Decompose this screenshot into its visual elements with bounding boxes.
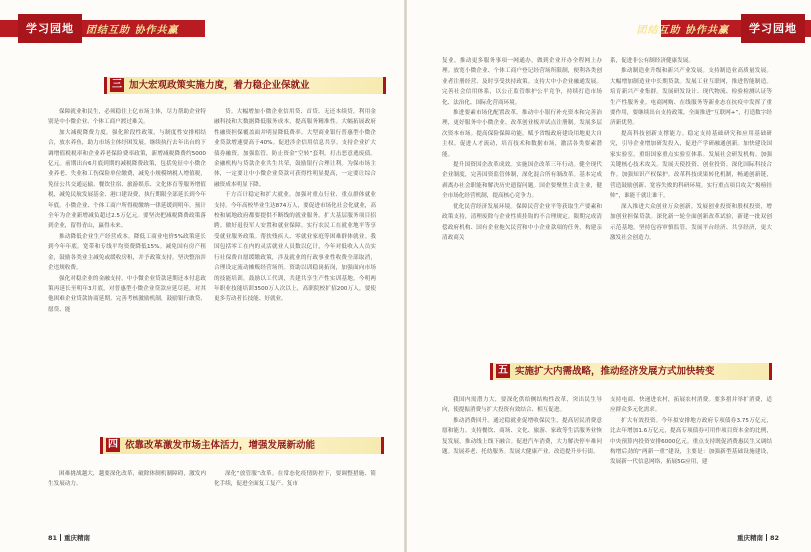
paragraph: 贷。大幅增加小微企业信用贷、首贷、无还本续贷，利用金融科技和大数据降低服务成本，提高服务精准性。大幅拓展政府性融资担保覆盖面并明显降低费率。大型商业银行普惠型小微企业贷款增速要高于40%。促进涉企信用信息共享。支持企业扩大债券融资。加强监管，防止资金“空转”套利。打击恶意逃废债。金融机构与贷款企业共生共荣，鼓励银行合理让利。为保市场主体，一定要让中小微企业贷款可获得性明显提高，一定要让综合融资成本明显下降。 bbox=[214, 109, 376, 188]
paragraph: 复业。推动更多服务事项一网通办，做到企业开办全程网上办理。放宽小微企业、个体工商户登记经营场所限制，便利各类创业者注册经营、及时享受扶持政策。支持大中小企业融通发展。完善社会信用体系，以公正监管维护公平竞争，持续打造市场化、法治化、国际化营商环境。 bbox=[442, 58, 602, 106]
paragraph: 深化“放管服”改革。在常态化疫情防控下，要调整措施、简化手续，促进全面复工复产、复市 bbox=[214, 471, 376, 488]
page-number: 81 bbox=[48, 534, 58, 542]
right-page bbox=[406, 0, 811, 552]
publication-name: 重庆精南 bbox=[64, 534, 91, 542]
header-slogan: 团结互助 协作共赢 bbox=[636, 25, 729, 36]
section-heading-five bbox=[490, 363, 772, 380]
paragraph: 保障就业和民生，必须稳住上亿市场主体，尽力帮助企业特别是中小微企业、个体工商户渡过难关。 bbox=[48, 109, 206, 126]
paragraph: 推动消费回升。通过稳就业促增收保民生，提高居民消费意愿和能力。支持餐饮、商场、文化、旅游、家政等生活服务业恢复发展，推动线上线下融合。促进汽车消费，大力解决停车难问题。发展养老、托幼服务。发展大健康产业。改造提升步行街。 bbox=[442, 417, 602, 456]
paragraph: 推动降低企业生产经营成本。降低工商业电价5%政策延长到今年年底。宽带和专线平均资费降低15%。减免国有房产租金，鼓励各类业主减免或缓收房租，并予政策支持。坚决整治涉企违规收费。 bbox=[48, 233, 206, 272]
header-slogan: 团结互助 协作共赢 bbox=[86, 25, 179, 36]
paragraph: 我国内需潜力大，要深化供给侧结构性改革，突出民生导向，使提振消费与扩大投资有效结合、相互促进。 bbox=[442, 397, 602, 414]
text-column bbox=[610, 395, 772, 468]
paragraph: 推动制造业升级和新兴产业发展。支持制造业高质量发展。大幅增加制造业中长期贷款。发展工业互联网，推进智能制造。培育新兴产业集群。发展研发设计、现代物流、检验检测认证等生产性服务业。电商网购、在线服务等新业态在抗疫中发挥了重要作用，要继续出台支持政策，全面推进“互联网+”，打造数字经济新优势。 bbox=[610, 68, 772, 127]
text-column bbox=[214, 469, 376, 490]
paragraph: 支持电商、快递进农村，拓展农村消费。要多措并举扩消费，适应群众多元化需求。 bbox=[610, 397, 772, 414]
paragraph: 困难挑战越大，越要深化改革，破除体制机制障碍，激发内生发展动力。 bbox=[48, 471, 206, 488]
text-column bbox=[48, 469, 206, 490]
publication-name: 重庆精南 bbox=[736, 534, 763, 542]
text-column bbox=[442, 395, 602, 457]
section-number: 三 bbox=[112, 79, 122, 90]
left-page bbox=[0, 0, 405, 552]
page-footer bbox=[737, 533, 779, 542]
section-number: 四 bbox=[108, 439, 118, 450]
section-title: 实施扩大内需战略，推动经济发展方式加快转变 bbox=[515, 366, 715, 377]
paragraph: 提高科技创新支撑能力。稳定支持基础研究和应用基础研究，引导企业增加研发投入，促进产学研融通创新。加快建设国家实验室，重组国家重点实验室体系。发展社会研发机构。加强关键核心技术攻关。发展天使投资、创业投资。深化国际科技合作。加强知识产权保护。改革科技成果转化机制，畅通创新链，营造鼓励创新、宽容失败的科研环境。实行重点项目攻关“揭榜挂帅”，谁能干就让谁干。 bbox=[610, 130, 772, 200]
page-number: 82 bbox=[769, 534, 779, 542]
page-footer bbox=[48, 533, 90, 542]
paragraph: 提升国资国企改革成效。实施国企改革三年行动。健全现代企业制度，完善国资监管体制，深化混合所有制改革。基本完成剥离办社会职能和解决历史遗留问题。国企要聚焦主责主业，健全市场化经营机制，提高核心竞争力。 bbox=[442, 162, 602, 200]
section-heading-four bbox=[100, 437, 384, 454]
text-column bbox=[610, 56, 772, 243]
paragraph: 加大减税降费力度。强化阶段性政策，与制度性安排相结合，放水养鱼，助力市场主体纾困发展。继续执行去年出台的下调增值税税率和企业养老保险费率政策，新增减税降费约5000亿元。前期出台6月底到期的减税降费政策，包括免征中小微企业养老、失业和工伤保险单位缴费，减免小规模纳税人增值税，免征公共交通运输、餐饮住宿、旅游娱乐、文化体育等服务增值税，减免民航发展基金、港口建设费，执行期限全部延长到今年年底。小微企业、个体工商户所得税缴纳一律延缓到明年。预计全年为企业新增减负超过2.5万亿元。要坚决把减税降费政策落到企业，留得青山，赢得未来。 bbox=[48, 129, 206, 230]
paragraph: 系，促进非公有制经济健康发展。 bbox=[610, 58, 694, 64]
text-column bbox=[214, 107, 376, 305]
section-number: 五 bbox=[498, 365, 508, 376]
section-title: 依靠改革激发市场主体活力，增强发展新动能 bbox=[125, 440, 316, 451]
paragraph: 推进要素市场化配置改革。推动中小银行补充资本和完善治理，更好服务中小微企业。改革创业板并试点注册制。发展多层次资本市场。提高保险保障功能。赋予省级政府建设用地更大自主权。促进人才流动，培育技术和数据市场，激活各类要素潜能。 bbox=[442, 110, 602, 158]
text-column bbox=[48, 107, 206, 315]
section-tag: 学习园地 bbox=[741, 14, 805, 43]
text-column bbox=[442, 56, 602, 243]
section-title: 加大宏观政策实施力度，着力稳企业保就业 bbox=[129, 80, 310, 91]
paragraph: 深入推进大众创业万众创新。发展创业投资和股权投资，增加创业担保贷款。深化新一轮全面创新改革试验，新建一批双创示范基地，坚持包容审慎监管，发展平台经济、共享经济，更大激发社会创造力。 bbox=[610, 203, 772, 241]
section-heading-three bbox=[104, 77, 386, 94]
section-tag: 学习园地 bbox=[18, 14, 82, 43]
paragraph: 千方百计稳定和扩大就业。加强对重点行业、重点群体就业支持。今年高校毕业生达874万人，要促进市场化社会化就业，高校和属地政府都要提供不断线的就业服务。扩大基层服务项目招聘。做好退役军人安置和就业保障。实行农民工在就业地平等享受就业服务政策。帮扶残疾人、零就业家庭等困难群体就业。我国包括零工在内的灵活就业人员数以亿计，今年对低收入人员实行社保费自愿缓缴政策，涉及就业的行政事业性收费全部取消，合理设定流动摊贩经营场所。资助以训稳岗拓岗，加强面向市场的技能培训，鼓励以工代训，共建共享生产性实训基地。今明两年职业技能培训3500万人次以上，高职院校扩招200万人，要使更多劳动者长技能、好就业。 bbox=[214, 192, 376, 303]
paragraph: 优化民营经济发展环境。保障民营企业平等获取生产要素和政策支持，清理废除与企业性质挂钩的不合理规定。限期完成清偿政府机构、国有企业拖欠民营和中小企业款项的任务，构建亲清政商关 bbox=[442, 203, 602, 241]
paragraph: 扩大有效投资。今年拟安排地方政府专项债券3.75万亿元，比去年增加1.6万亿元，提高专项债券可用作项目资本金的比例，中央预算内投资安排6000亿元。重点支持既促消费惠民生又调结构增后劲的“两新一重”建设，主要是：加强新型基础设施建设，发展新一代信息网络，拓展5G应用，建 bbox=[610, 417, 772, 466]
paragraph: 强化对稳企业的金融支持。中小微企业贷款延期还本付息政策再延长至明年3月底，对普惠型小微企业贷款应延尽延，对其他困难企业贷款协商延期。完善考核激励机制，鼓励银行敢贷、愿贷、能 bbox=[48, 275, 206, 313]
